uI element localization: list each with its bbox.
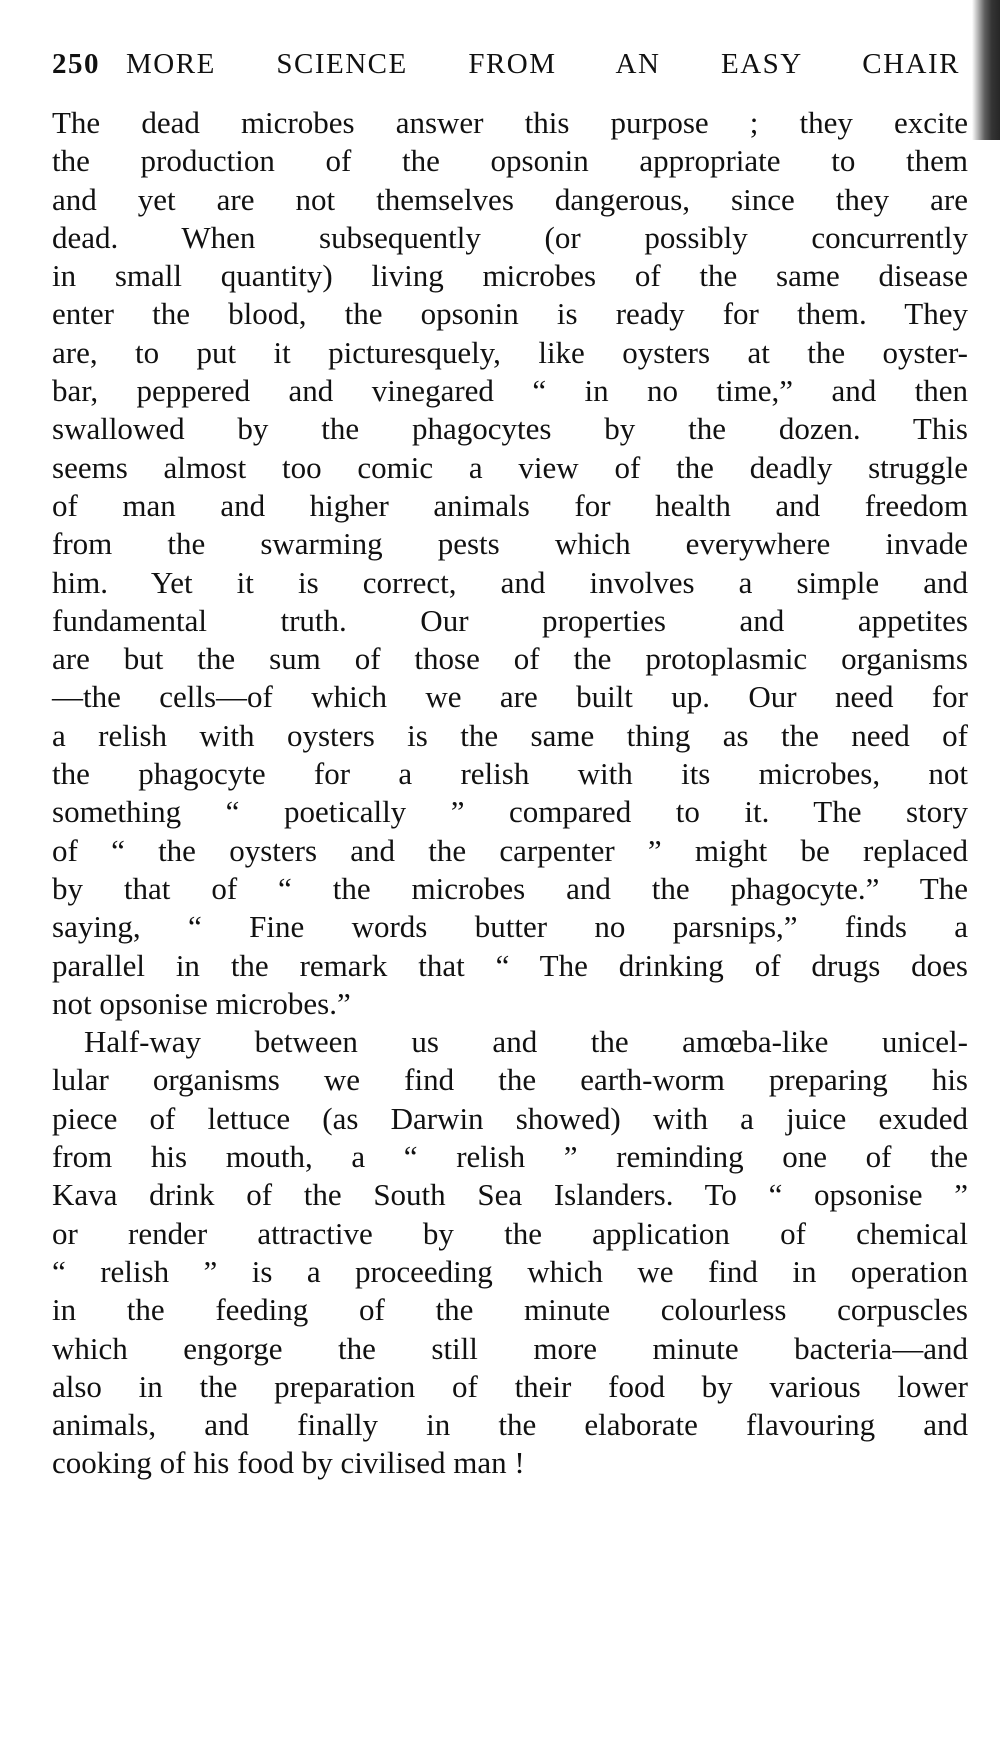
text-line: Half-way between us and the amœba-like unicel- bbox=[84, 1024, 968, 1060]
text-line: animals, and finally in the elaborate flavouring and bbox=[52, 1407, 968, 1443]
text-line: are but the sum of those of the protoplasmic organisms bbox=[52, 641, 968, 677]
text-line: from his mouth, a “ relish ” reminding one of the bbox=[52, 1139, 968, 1175]
running-title: MORE SCIENCE FROM AN EASY CHAIR bbox=[126, 48, 960, 80]
text-line: in the feeding of the minute colourless corpuscles bbox=[52, 1292, 968, 1328]
text-line: of “ the oysters and the carpenter ” might be replaced bbox=[52, 832, 968, 868]
text-line: from the swarming pests which everywhere invade bbox=[52, 526, 968, 562]
text-line: and yet are not themselves dangerous, since they are bbox=[52, 181, 968, 217]
text-line: the production of the opsonin appropriate to them bbox=[52, 143, 968, 179]
text-line: bar, peppered and vinegared “ in no time,” and then bbox=[52, 373, 968, 409]
text-line: in small quantity) living microbes of the same disease bbox=[52, 258, 968, 294]
scan-edge-shadow bbox=[972, 0, 1000, 140]
page-number: 250 bbox=[52, 48, 100, 80]
running-header bbox=[52, 48, 960, 88]
text-line: enter the blood, the opsonin is ready for them. They bbox=[52, 296, 968, 332]
text-line: which engorge the still more minute bacteria—and bbox=[52, 1330, 968, 1366]
text-line: also in the preparation of their food by various lower bbox=[52, 1368, 968, 1404]
text-line: saying, “ Fine words butter no parsnips,” finds a bbox=[52, 909, 968, 945]
text-line: cooking of his food by civilised man ! bbox=[52, 1445, 525, 1481]
text-line: parallel in the remark that “ The drinking of drugs does bbox=[52, 947, 968, 983]
text-line: The dead microbes answer this purpose ; they excite bbox=[52, 105, 968, 140]
text-line: —the cells—of which we are built up. Our need for bbox=[52, 679, 968, 715]
text-line: piece of lettuce (as Darwin showed) with a juice exuded bbox=[52, 1100, 968, 1136]
text-line: a relish with oysters is the same thing as the need of bbox=[52, 717, 968, 753]
text-line: of man and higher animals for health and freedom bbox=[52, 487, 968, 523]
text-line: by that of “ the microbes and the phagocyte.” The bbox=[52, 870, 968, 906]
text-line: fundamental truth. Our properties and appetites bbox=[52, 602, 968, 638]
text-line: lular organisms we find the earth-worm preparing his bbox=[52, 1062, 968, 1098]
paragraph bbox=[52, 1023, 968, 1483]
text-line: are, to put it picturesquely, like oysters at the oyster- bbox=[52, 334, 968, 370]
paragraph bbox=[52, 104, 968, 1023]
text-line: the phagocyte for a relish with its microbes, not bbox=[52, 756, 968, 792]
text-line: seems almost too comic a view of the deadly struggle bbox=[52, 449, 968, 485]
text-line: something “ poetically ” compared to it. The story bbox=[52, 794, 968, 830]
text-line: swallowed by the phagocytes by the dozen. This bbox=[52, 411, 968, 447]
page-body bbox=[52, 104, 968, 1483]
text-line: dead. When subsequently (or possibly concurrently bbox=[52, 219, 968, 255]
text-line: or render attractive by the application of chemical bbox=[52, 1215, 968, 1251]
text-line: Kava drink of the South Sea Islanders. To “ opsonise ” bbox=[52, 1177, 968, 1213]
text-line: not opsonise microbes.” bbox=[52, 985, 351, 1021]
text-line: him. Yet it is correct, and involves a simple and bbox=[52, 564, 968, 600]
text-line: “ relish ” is a proceeding which we find in operation bbox=[52, 1253, 968, 1289]
